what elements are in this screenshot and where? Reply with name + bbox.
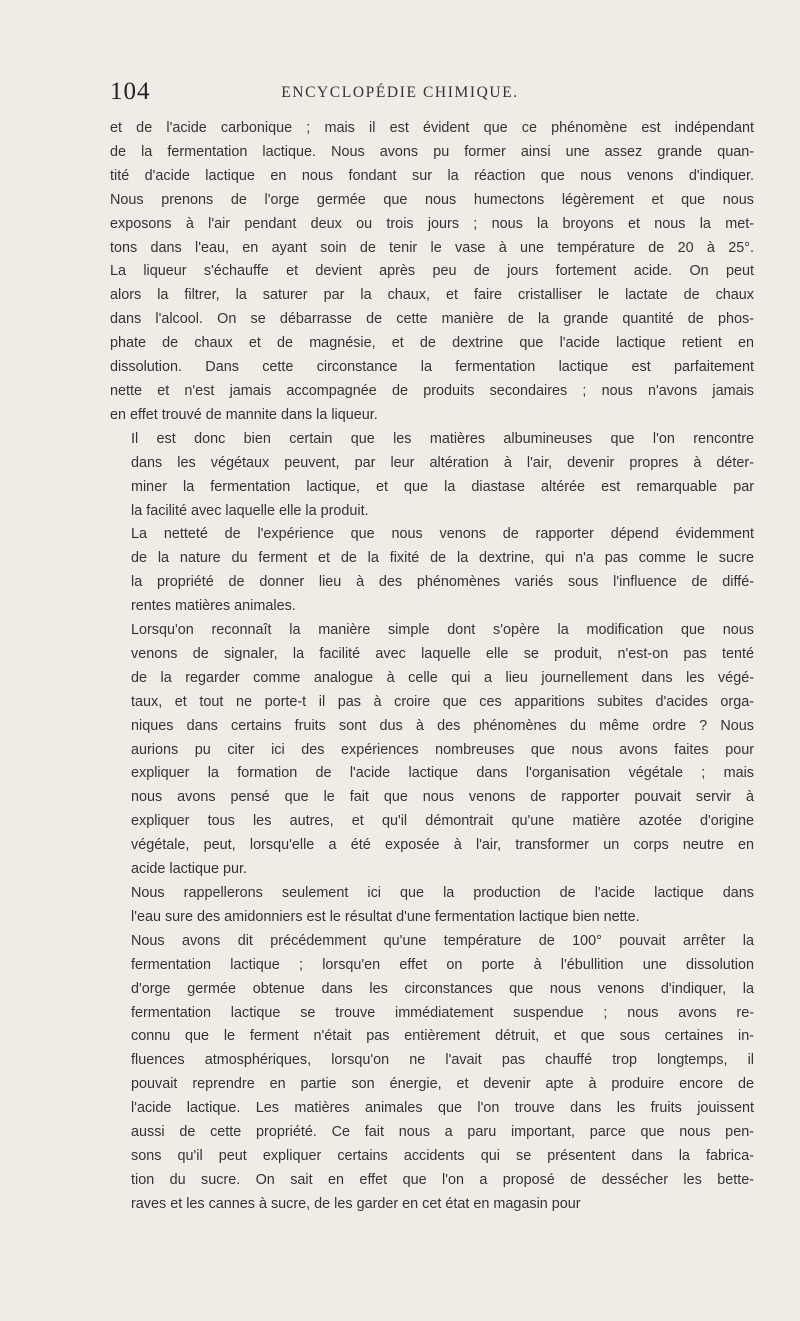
text-line: dans les végétaux peuvent, par leur altération à l'air, devenir propres à déter- <box>131 454 754 471</box>
running-title: ENCYCLOPÉDIE CHIMIQUE. <box>281 84 519 101</box>
text-line: expliquer tous les autres, et qu'il démontrait qu'une matière azotée d'origine <box>131 813 754 830</box>
text-line: la propriété de donner lieu à des phénomènes variés sous l'influence de diffé- <box>131 574 754 591</box>
text-line: fluences atmosphériques, lorsqu'on ne l'avait pas chauffé trop longtemps, il <box>131 1052 754 1069</box>
text-line: alors la filtrer, la saturer par la chaux, et faire cristalliser le lactate de chaux <box>110 287 754 304</box>
text-line: nous avons pensé que le fait que nous venons de rapporter pouvait servir à <box>131 789 754 806</box>
paragraph <box>110 930 754 1217</box>
text-line: l'acide lactique. Les matières animales que l'on trouve dans les fruits jouissent <box>131 1100 754 1117</box>
text-line: acide lactique pur. <box>131 861 248 878</box>
text-line: aurions pu citer ici des expériences nombreuses que nous avons faites pour <box>131 741 754 758</box>
page-header <box>0 78 800 108</box>
paragraph <box>110 523 754 619</box>
text-line: Nous rappellerons seulement ici que la production de l'acide lactique dans <box>131 885 754 901</box>
text-line: expliquer la formation de l'acide lactique dans l'organisation végétale ; mais <box>131 765 754 782</box>
paragraph <box>110 428 754 524</box>
paragraph <box>110 619 754 882</box>
text-line: en effet trouvé de mannite dans la liqueur. <box>110 406 378 423</box>
body-text <box>110 117 754 1217</box>
text-line: La liqueur s'échauffe et devient après peu de jours fortement acide. On peut <box>110 263 754 280</box>
text-line: l'eau sure des amidonniers est le résultat d'une fermentation lactique bien nette. <box>131 908 640 925</box>
text-line: dissolution. Dans cette circonstance la fermentation lactique est parfaitement <box>110 359 754 376</box>
text-line: Nous avons dit précédemment qu'une température de 100° pouvait arrêter la <box>131 932 754 949</box>
text-line: connu que le ferment n'était pas entièrement détruit, et que sous certaines in- <box>131 1028 754 1045</box>
text-line: fermentation lactique ; lorsqu'en effet on porte à l'ébullition une dissolution <box>131 956 754 973</box>
text-line: de la nature du ferment et de la fixité de la dextrine, qui n'a pas comme le sucre <box>131 550 754 567</box>
text-line: d'orge germée obtenue dans les circonstances que nous venons d'indiquer, la <box>131 980 754 997</box>
text-line: végétale, peut, lorsqu'elle a été exposée à l'air, transformer un corps neutre en <box>131 837 754 854</box>
text-line: pouvait reprendre en partie son énergie, et devenir apte à produire encore de <box>131 1076 754 1093</box>
text-line: Nous prenons de l'orge germée que nous humectons légèrement et que nous <box>110 191 754 208</box>
text-line: et de l'acide carbonique ; mais il est évident que ce phénomène est indépendant <box>110 120 754 136</box>
text-line: La netteté de l'expérience que nous venons de rapporter dépend évidemment <box>131 526 754 543</box>
text-line: tion du sucre. On sait en effet que l'on a proposé de dessécher les bette- <box>131 1171 754 1188</box>
paragraph <box>110 882 754 930</box>
text-line: aussi de cette propriété. Ce fait nous a paru important, parce que nous pen- <box>131 1124 754 1141</box>
paragraph <box>110 117 754 428</box>
text-line: la facilité avec laquelle elle la produit. <box>131 502 369 519</box>
text-line: phate de chaux et de magnésie, et de dextrine que l'acide lactique retient en <box>110 335 754 352</box>
page-number: 104 <box>110 78 151 105</box>
text-line: Il est donc bien certain que les matières albumineuses que l'on rencontre <box>131 430 754 447</box>
text-line: sons qu'il peut expliquer certains accidents qui se présentent dans la fabrica- <box>131 1147 754 1164</box>
text-line: Lorsqu'on reconnaît la manière simple dont s'opère la modification que nous <box>131 622 754 639</box>
text-line: rentes matières animales. <box>131 598 296 615</box>
text-line: fermentation lactique se trouve immédiatement suspendue ; nous avons re- <box>131 1004 754 1021</box>
text-line: tité d'acide lactique en nous fondant sur la réaction que nous venons d'indiquer. <box>110 167 754 184</box>
text-line: taux, et tout ne porte-t il pas à croire que ces apparitions subites d'acides orga- <box>131 693 754 710</box>
text-line: venons de signaler, la facilité avec laquelle elle se produit, n'est-on pas tenté <box>131 645 754 662</box>
text-line: raves et les cannes à sucre, de les garder en cet état en magasin pour <box>131 1195 581 1212</box>
text-line: nette et n'est jamais accompagnée de produits secondaires ; nous n'avons jamais <box>110 382 754 399</box>
text-line: exposons à l'air pendant deux ou trois jours ; nous la broyons et nous la met- <box>110 215 754 232</box>
text-line: tons dans l'eau, en ayant soin de tenir le vase à une température de 20 à 25°. <box>110 239 754 256</box>
text-line: de la regarder comme analogue à celle qui a lieu journellement dans les végé- <box>131 669 754 686</box>
text-line: de la fermentation lactique. Nous avons pu former ainsi une assez grande quan- <box>110 143 754 160</box>
text-line: niques dans certains fruits sont dus à des phénomènes du même ordre ? Nous <box>131 717 754 734</box>
text-line: dans l'alcool. On se débarrasse de cette manière de la grande quantité de phos- <box>110 311 754 328</box>
text-line: miner la fermentation lactique, et que la diastase altérée est remarquable par <box>131 478 754 495</box>
